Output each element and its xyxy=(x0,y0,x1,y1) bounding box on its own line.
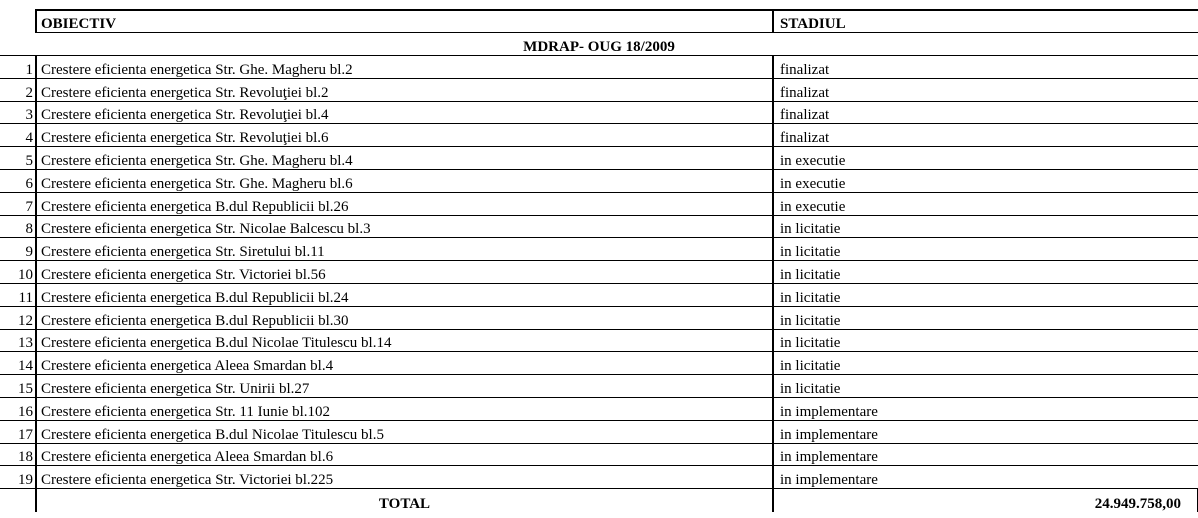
table-row xyxy=(0,170,1198,193)
total-spacer-cell xyxy=(0,489,36,512)
total-value: 24.949.758,00 xyxy=(773,489,1198,512)
row-objective: Crestere eficienta energetica B.dul Republicii bl.24 xyxy=(36,284,773,307)
row-status: in licitatie xyxy=(773,238,1198,261)
row-status: finalizat xyxy=(773,78,1198,101)
row-objective: Crestere eficienta energetica Str. Revoluţiei bl.2 xyxy=(36,78,773,101)
row-status: in licitatie xyxy=(773,375,1198,398)
row-status: finalizat xyxy=(773,56,1198,79)
table-row xyxy=(0,420,1198,443)
row-objective: Crestere eficienta energetica Str. Ghe. Magheru bl.6 xyxy=(36,170,773,193)
row-number: 12 xyxy=(0,306,36,329)
table-row xyxy=(0,352,1198,375)
row-objective: Crestere eficienta energetica Str. Unirii bl.27 xyxy=(36,375,773,398)
row-objective: Crestere eficienta energetica Aleea Smardan bl.6 xyxy=(36,443,773,466)
row-number: 10 xyxy=(0,261,36,284)
row-status: in licitatie xyxy=(773,284,1198,307)
objectives-table xyxy=(0,9,1198,512)
table-row xyxy=(0,147,1198,170)
row-number: 8 xyxy=(0,215,36,238)
table-row xyxy=(0,306,1198,329)
row-number: 7 xyxy=(0,192,36,215)
row-objective: Crestere eficienta energetica Str. Ghe. Magheru bl.4 xyxy=(36,147,773,170)
row-status: in executie xyxy=(773,192,1198,215)
table-row xyxy=(0,443,1198,466)
column-header-status: STADIUL xyxy=(773,10,1198,33)
row-status: in implementare xyxy=(773,466,1198,489)
row-status: in executie xyxy=(773,147,1198,170)
row-objective: Crestere eficienta energetica Str. Siretului bl.11 xyxy=(36,238,773,261)
row-objective: Crestere eficienta energetica B.dul Republicii bl.30 xyxy=(36,306,773,329)
row-number: 3 xyxy=(0,101,36,124)
row-number: 5 xyxy=(0,147,36,170)
row-objective: Crestere eficienta energetica Aleea Smardan bl.4 xyxy=(36,352,773,375)
row-number: 1 xyxy=(0,56,36,79)
table-row xyxy=(0,124,1198,147)
total-row xyxy=(0,489,1198,512)
table-row xyxy=(0,101,1198,124)
row-number: 18 xyxy=(0,443,36,466)
row-number: 13 xyxy=(0,329,36,352)
row-status: in implementare xyxy=(773,398,1198,421)
row-number: 11 xyxy=(0,284,36,307)
table-row xyxy=(0,261,1198,284)
row-number: 19 xyxy=(0,466,36,489)
table-row xyxy=(0,398,1198,421)
header-row xyxy=(0,10,1198,33)
table-row xyxy=(0,78,1198,101)
row-objective: Crestere eficienta energetica Str. Ghe. Magheru bl.2 xyxy=(36,56,773,79)
table-row xyxy=(0,56,1198,79)
row-objective: Crestere eficienta energetica B.dul Nicolae Titulescu bl.14 xyxy=(36,329,773,352)
table-row xyxy=(0,192,1198,215)
column-header-objective: OBIECTIV xyxy=(36,10,773,33)
row-status: finalizat xyxy=(773,101,1198,124)
row-objective: Crestere eficienta energetica Str. Revoluţiei bl.4 xyxy=(36,101,773,124)
row-status: in implementare xyxy=(773,443,1198,466)
row-status: in licitatie xyxy=(773,261,1198,284)
table-row xyxy=(0,238,1198,261)
row-objective: Crestere eficienta energetica Str. 11 Iunie bl.102 xyxy=(36,398,773,421)
row-status: in licitatie xyxy=(773,329,1198,352)
table-row xyxy=(0,375,1198,398)
row-status: in licitatie xyxy=(773,306,1198,329)
row-number: 4 xyxy=(0,124,36,147)
row-objective: Crestere eficienta energetica Str. Nicolae Balcescu bl.3 xyxy=(36,215,773,238)
total-label: TOTAL xyxy=(36,489,773,512)
row-number: 14 xyxy=(0,352,36,375)
table-row xyxy=(0,466,1198,489)
section-row xyxy=(0,33,1198,56)
row-status: in licitatie xyxy=(773,215,1198,238)
row-status: in executie xyxy=(773,170,1198,193)
row-number: 15 xyxy=(0,375,36,398)
table-row xyxy=(0,284,1198,307)
section-title: MDRAP- OUG 18/2009 xyxy=(0,33,1198,56)
row-number: 9 xyxy=(0,238,36,261)
row-number: 2 xyxy=(0,78,36,101)
row-number: 6 xyxy=(0,170,36,193)
row-objective: Crestere eficienta energetica Str. Victoriei bl.56 xyxy=(36,261,773,284)
row-objective: Crestere eficienta energetica Str. Revoluţiei bl.6 xyxy=(36,124,773,147)
row-objective: Crestere eficienta energetica B.dul Republicii bl.26 xyxy=(36,192,773,215)
table-row xyxy=(0,329,1198,352)
row-status: in licitatie xyxy=(773,352,1198,375)
row-status: in implementare xyxy=(773,420,1198,443)
header-corner-cell xyxy=(0,10,36,33)
table-row xyxy=(0,215,1198,238)
objectives-table-body xyxy=(0,10,1198,512)
row-number: 16 xyxy=(0,398,36,421)
row-status: finalizat xyxy=(773,124,1198,147)
row-objective: Crestere eficienta energetica Str. Victoriei bl.225 xyxy=(36,466,773,489)
row-number: 17 xyxy=(0,420,36,443)
row-objective: Crestere eficienta energetica B.dul Nicolae Titulescu bl.5 xyxy=(36,420,773,443)
